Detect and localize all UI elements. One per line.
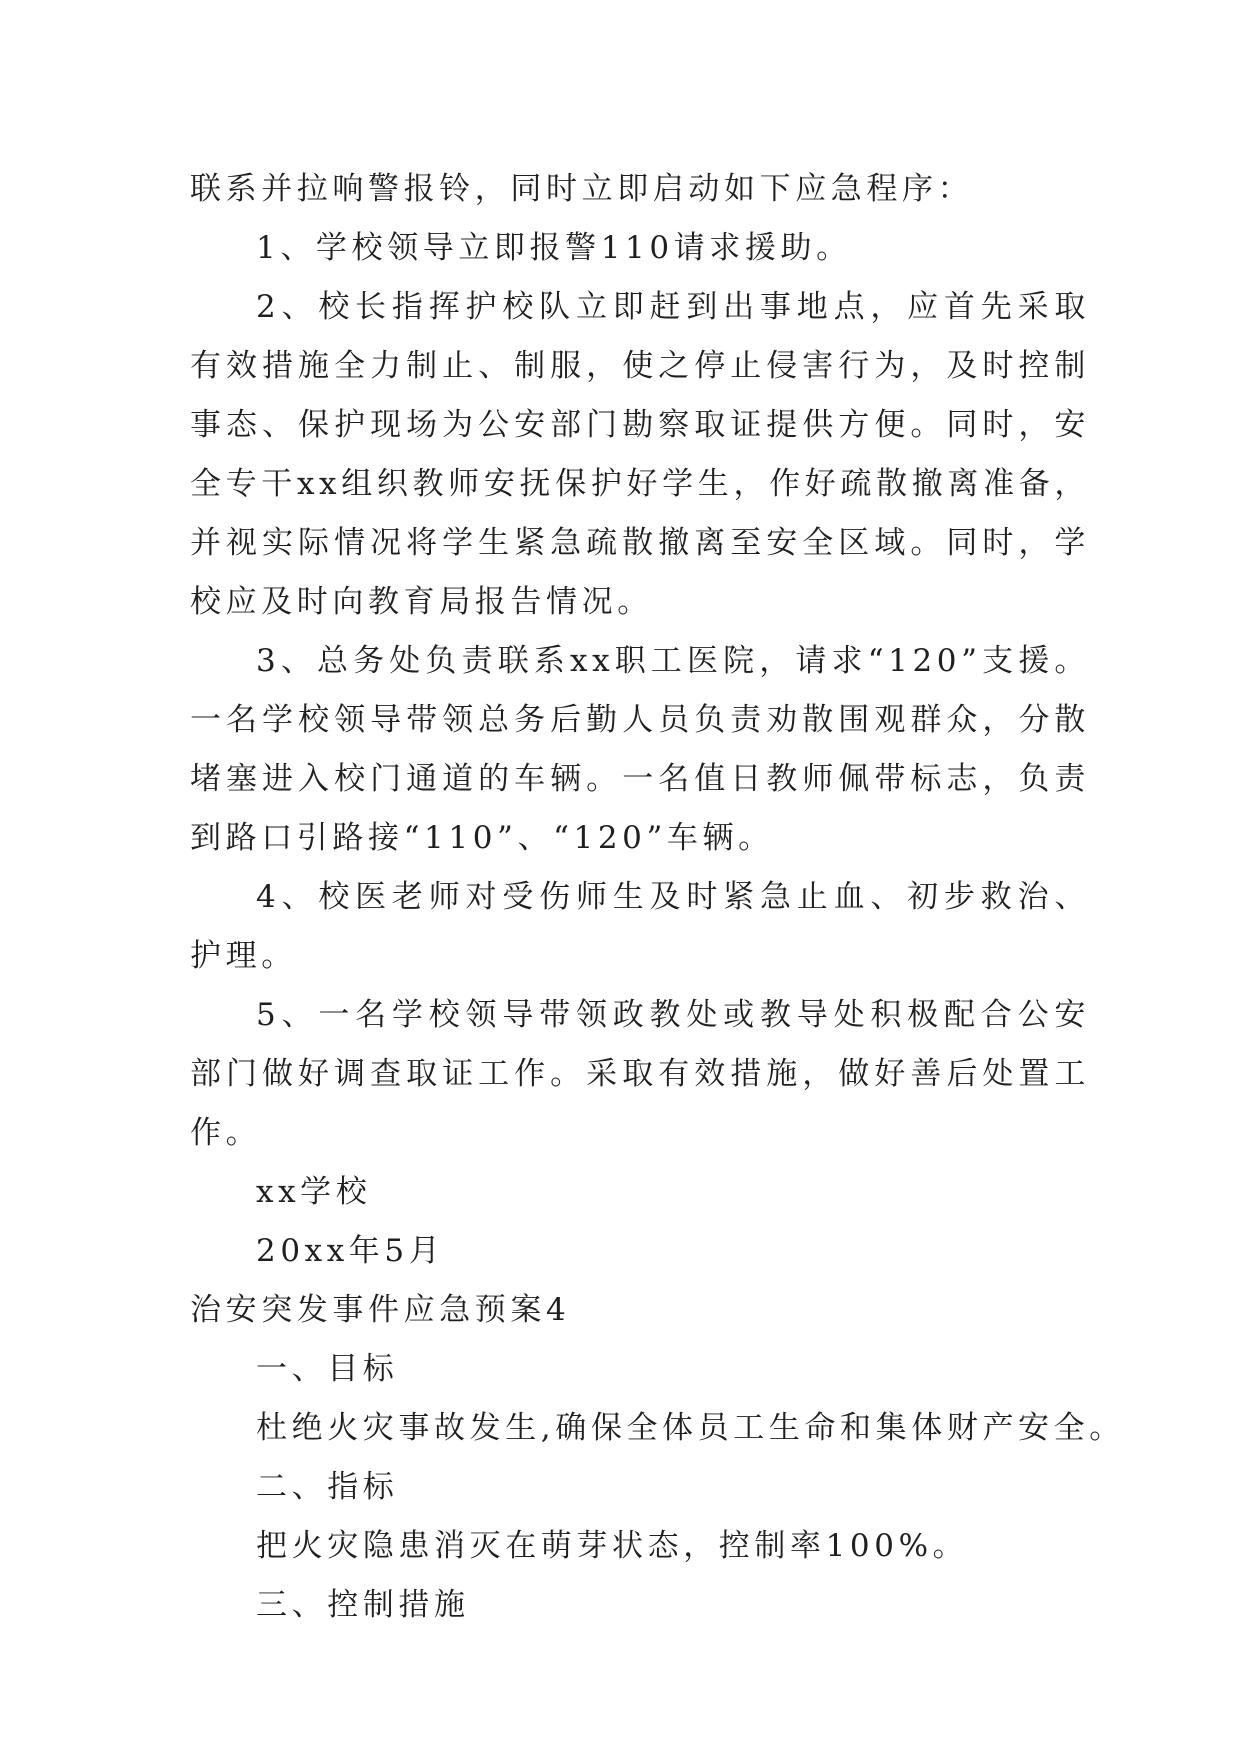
document-body	[190, 160, 1125, 1635]
goal-text: 杜绝火灾事故发生,确保全体员工生命和集体财产安全。	[256, 1410, 1125, 1446]
heading-goal: 一、目标	[256, 1351, 399, 1387]
signature-date: 20xx年5月	[256, 1233, 445, 1269]
signature-school: xx学校	[256, 1174, 372, 1210]
paragraph-4: 3、总务处负责联系xx职工医院，请求“120”支援。一名学校领导带领总务后勤人员负责劝散围观群众，分散堵塞进入校门通道的车辆。一名值日教师佩带标志，负责到路口引路接“110”、“120”车辆。	[190, 643, 1090, 856]
paragraph-6: 5、一名学校领导带领政教处或教导处积极配合公安部门做好调查取证工作。采取有效措施，做好善后处置工作。	[190, 997, 1090, 1151]
section-title: 治安突发事件应急预案4	[190, 1292, 571, 1328]
heading-indicator: 二、指标	[256, 1469, 399, 1505]
paragraph-1: 联系并拉响警报铃，同时立即启动如下应急程序：	[190, 171, 974, 207]
paragraph-5: 4、校医老师对受伤师生及时紧急止血、初步救治、护理。	[190, 879, 1090, 974]
paragraph-2: 1、学校领导立即报警110请求援助。	[256, 230, 852, 266]
indicator-text: 把火灾隐患消灭在萌芽状态，控制率100%。	[256, 1528, 969, 1564]
paragraph-3: 2、校长指挥护校队立即赶到出事地点，应首先采取有效措施全力制止、制服，使之停止侵害行为，及时控制事态、保护现场为公安部门勘察取证提供方便。同时，安全专干xx组织教师安抚保护好学生，作好疏散撤离准备，并视实际情况将学生紧急疏散撤离至安全区域。同时，学校应及时向教育局报告情况。	[190, 289, 1090, 620]
heading-control-measures: 三、控制措施	[256, 1587, 470, 1623]
